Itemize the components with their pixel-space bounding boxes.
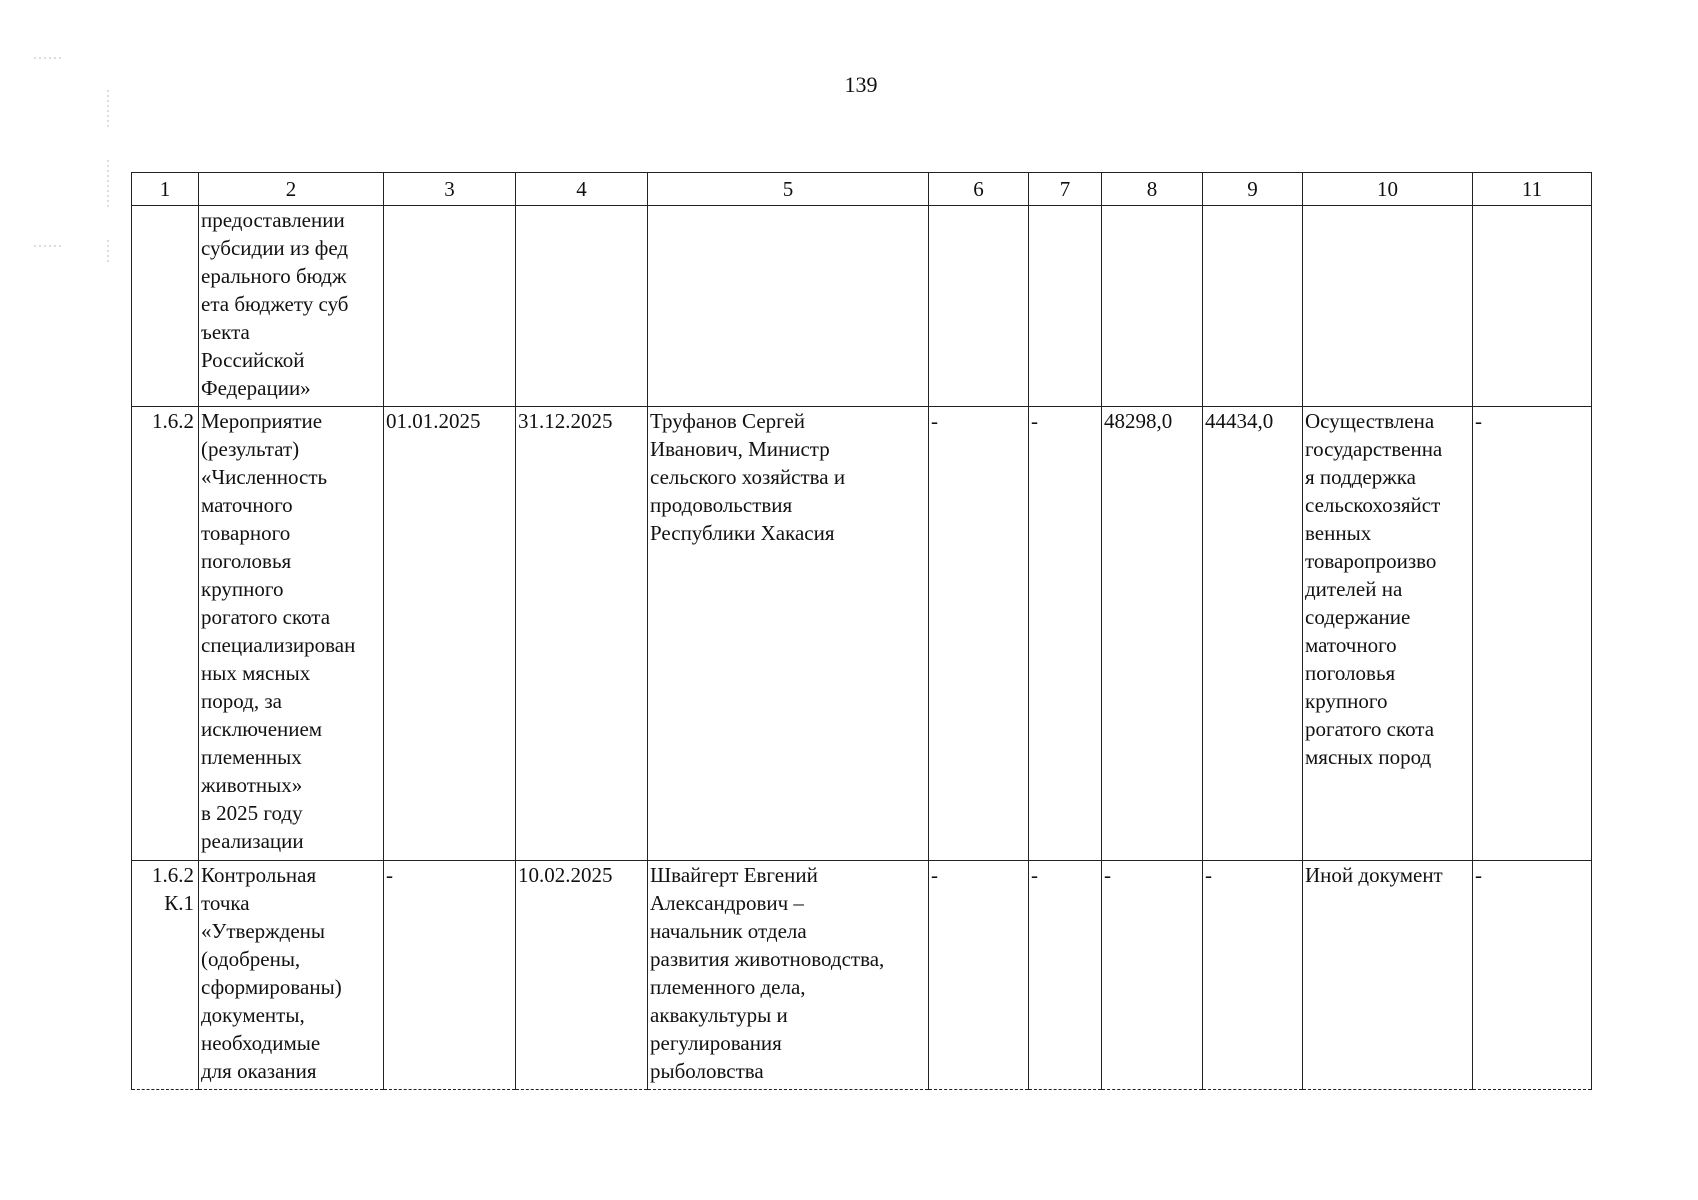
scan-artifact-marks xyxy=(34,50,114,270)
col8-cell: - xyxy=(1102,861,1203,1090)
result-cell xyxy=(1303,206,1473,407)
column-header: 6 xyxy=(929,173,1029,206)
column-header: 8 xyxy=(1102,173,1203,206)
column-header: 2 xyxy=(199,173,384,206)
col6-cell xyxy=(929,206,1029,407)
table-row xyxy=(132,407,1592,861)
responsible-cell: Труфанов Сергей Иванович, Министр сельского хозяйства и продовольствия Республики Хакасия xyxy=(648,407,929,861)
row-number-cell: 1.6.2 К.1 xyxy=(132,861,199,1090)
col11-cell: - xyxy=(1473,861,1592,1090)
responsible-cell xyxy=(648,206,929,407)
col8-cell: 48298,0 xyxy=(1102,407,1203,861)
column-header: 10 xyxy=(1303,173,1473,206)
column-header: 11 xyxy=(1473,173,1592,206)
activity-name-cell: предоставлении субсидии из фед ерального бюдж ета бюджету суб ъекта Российской Федерации» xyxy=(199,206,384,407)
col7-cell: - xyxy=(1029,861,1102,1090)
col7-cell: - xyxy=(1029,407,1102,861)
col11-cell: - xyxy=(1473,407,1592,861)
col9-cell: 44434,0 xyxy=(1203,407,1303,861)
col6-cell: - xyxy=(929,861,1029,1090)
col9-cell: - xyxy=(1203,861,1303,1090)
activity-name-cell: Мероприятие (результат) «Численность маточного товарного поголовья крупного рогатого скота специализирован ных мясных пород, за исключением племенных животных» в 2025 году реализации xyxy=(199,407,384,861)
result-cell: Осуществлена государственна я поддержка сельскохозяйст венных товаропроизво дителей на содержание маточного поголовья крупного рогатого скота мясных пород xyxy=(1303,407,1473,861)
responsible-cell: Швайгерт Евгений Александрович – начальник отдела развития животноводства, племенного дела, аквакультуры и регулирования рыболовства xyxy=(648,861,929,1090)
column-header: 9 xyxy=(1203,173,1303,206)
row-number-cell xyxy=(132,206,199,407)
end-date-cell xyxy=(516,206,648,407)
col8-cell xyxy=(1102,206,1203,407)
activity-name-cell: Контрольная точка «Утверждены (одобрены, сформированы) документы, необходимые для оказания xyxy=(199,861,384,1090)
plan-table xyxy=(131,172,1592,1090)
table-row xyxy=(132,861,1592,1090)
col9-cell xyxy=(1203,206,1303,407)
column-header: 7 xyxy=(1029,173,1102,206)
column-header: 1 xyxy=(132,173,199,206)
col6-cell: - xyxy=(929,407,1029,861)
table-row xyxy=(132,206,1592,407)
column-header: 5 xyxy=(648,173,929,206)
start-date-cell: 01.01.2025 xyxy=(384,407,516,861)
table-header-row xyxy=(132,173,1592,206)
column-header: 3 xyxy=(384,173,516,206)
start-date-cell: - xyxy=(384,861,516,1090)
col7-cell xyxy=(1029,206,1102,407)
col11-cell xyxy=(1473,206,1592,407)
result-cell: Иной документ xyxy=(1303,861,1473,1090)
row-number-cell: 1.6.2 xyxy=(132,407,199,861)
end-date-cell: 10.02.2025 xyxy=(516,861,648,1090)
start-date-cell xyxy=(384,206,516,407)
end-date-cell: 31.12.2025 xyxy=(516,407,648,861)
column-header: 4 xyxy=(516,173,648,206)
page-number: 139 xyxy=(844,72,878,97)
